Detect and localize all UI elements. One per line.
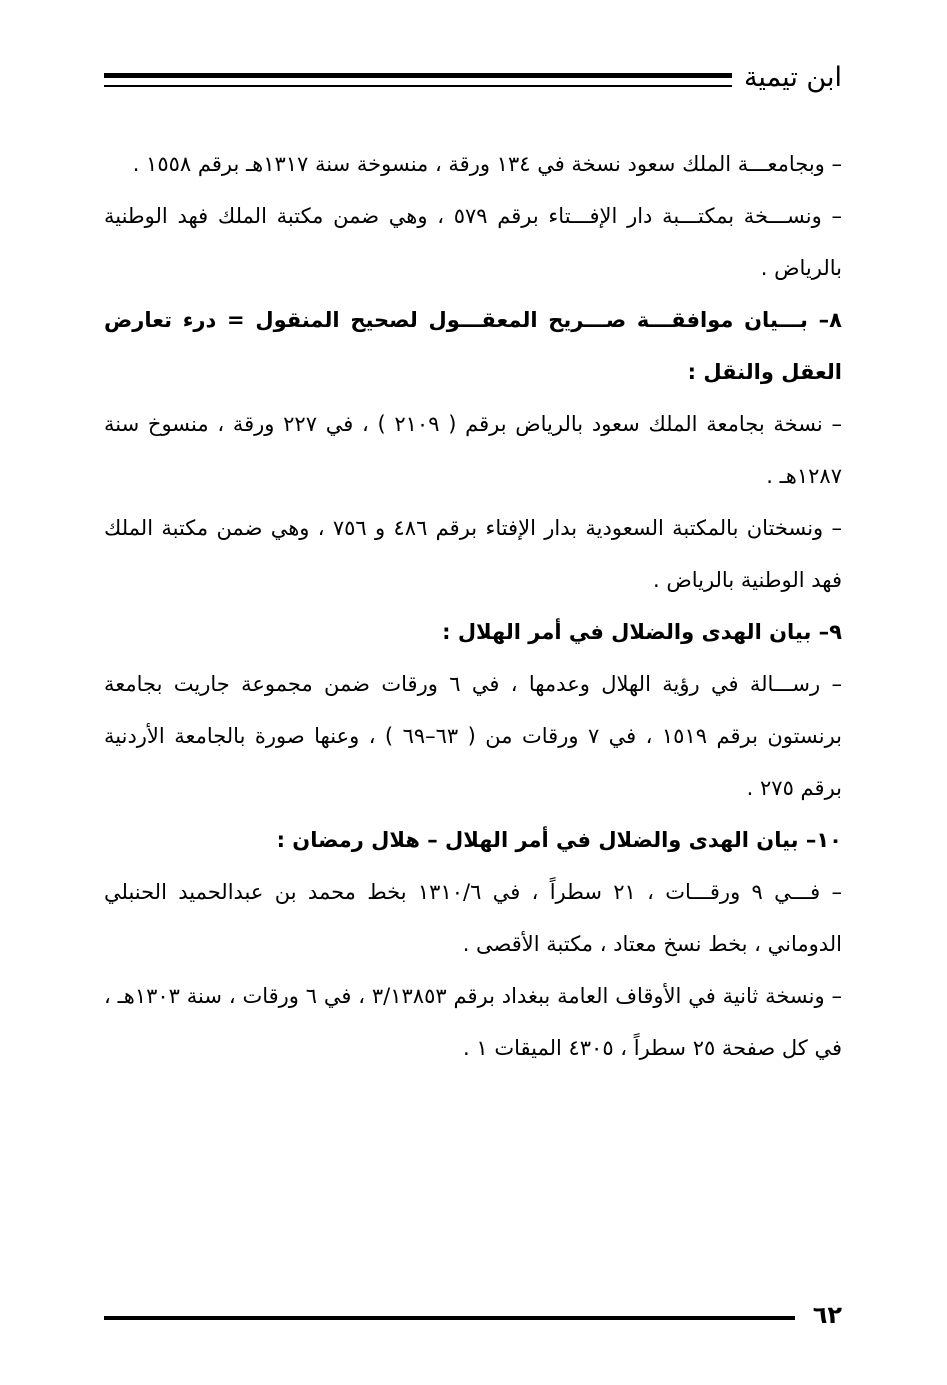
manuscript-entry: – فـــي ٩ ورقـــات ، ٢١ سطراً ، في ١٣١٠/٦ بخط محمد بن عبدالحميد الحنبلي الدوماني ، بخط نسخ معتاد ، مكتبة الأقصى . (104, 880, 842, 956)
header-rule (104, 73, 732, 87)
page-number: ٦٢ (812, 1301, 842, 1329)
manuscript-entry: – ونســـخة بمكتـــبة دار الإفـــتاء برقم ٥٧٩ ، وهي ضمن مكتبة الملك فهد الوطنية بالرياض . (104, 204, 842, 280)
manuscript-entry: – نسخة بجامعة الملك سعود بالرياض برقم ( ٢١٠٩ ) ، في ٢٢٧ ورقة ، منسوخ سنة ١٢٨٧هـ . (104, 412, 842, 488)
manuscript-entry: – ونسختان بالمكتبة السعودية بدار الإفتاء برقم ٤٨٦ و ٧٥٦ ، وهي ضمن مكتبة الملك فهد الوطنية بالرياض . (104, 516, 843, 592)
page-body (104, 138, 842, 1074)
section-heading: ٨– بـــيان موافقـــة صـــريح المعقـــول لصحيح المنقول = درء تعارض العقل والنقل : (104, 308, 842, 384)
header-rule-thick (104, 73, 732, 78)
section-heading: ١٠– بيان الهدى والضلال في أمر الهلال – هلال رمضان : (276, 828, 842, 852)
page-footer (104, 1300, 842, 1330)
manuscript-entry: – رســـالة في رؤية الهلال وعدمها ، في ٦ ورقات ضمن مجموعة جاريت بجامعة برنستون برقم ١٥١٩ ، في ٧ ورقات من ( ٦٣–٦٩ ) ، وعنها صورة بالجامعة الأردنية برقم ٢٧٥ . (104, 672, 842, 800)
header-rule-thin (104, 85, 732, 87)
manuscript-entry: – وبجامعـــة الملك سعود نسخة في ١٣٤ ورقة ، منسوخة سنة ١٣١٧هـ برقم ١٥٥٨ . (132, 152, 842, 176)
header-title: ابن تيمية (743, 61, 842, 93)
manuscript-entry: – ونسخة ثانية في الأوقاف العامة ببغداد برقم ٣/١٣٨٥٣ ، في ٦ ورقات ، سنة ١٣٠٣هـ ، في كل صفحة ٢٥ سطراً ، ٤٣٠٥ الميقات ١ . (104, 984, 842, 1060)
section-heading: ٩– بيان الهدى والضلال في أمر الهلال : (442, 620, 842, 644)
footer-rule (104, 1316, 795, 1320)
running-header (104, 52, 842, 102)
